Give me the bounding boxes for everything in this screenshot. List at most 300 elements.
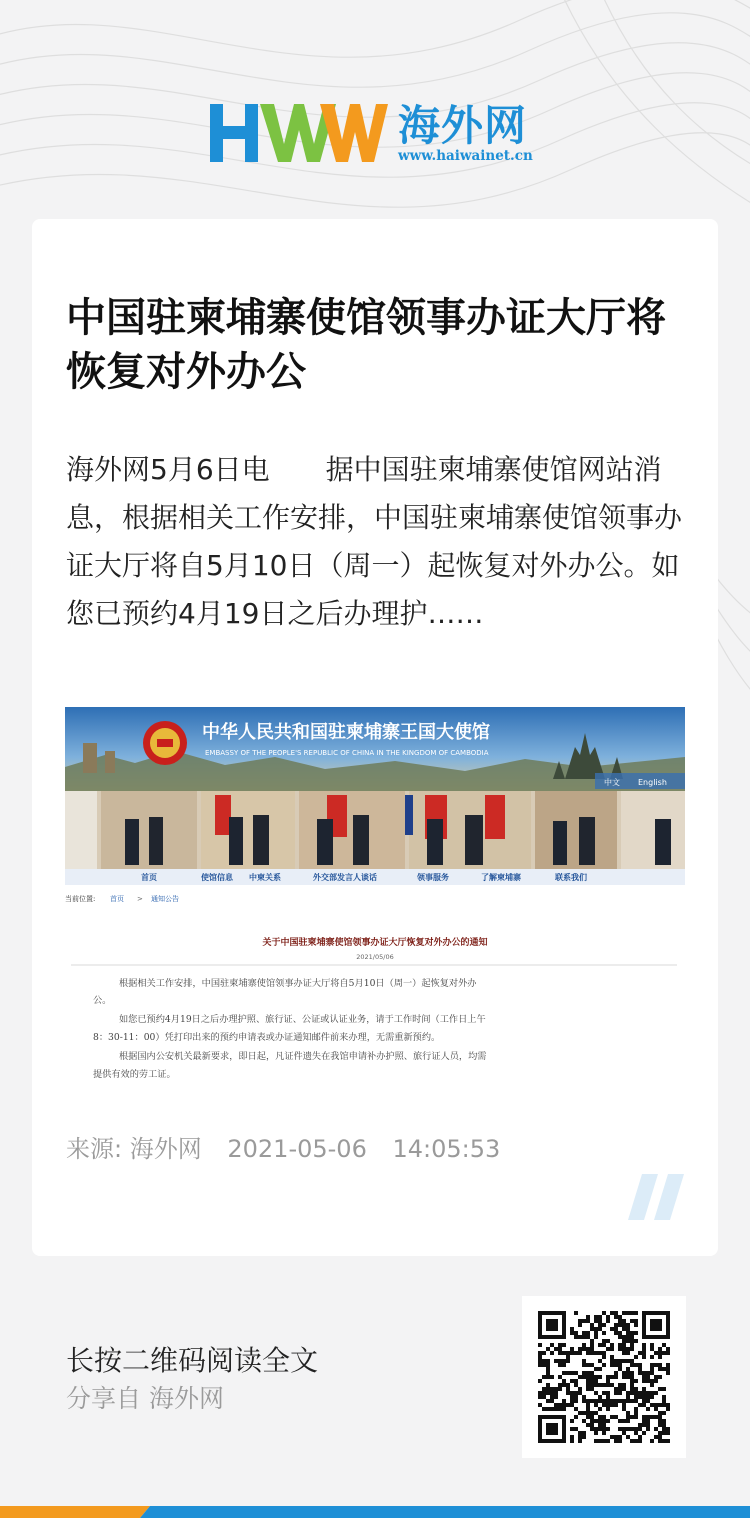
qr-module xyxy=(590,1347,594,1351)
qr-module xyxy=(546,1383,550,1387)
qr-module xyxy=(622,1427,626,1431)
qr-module xyxy=(538,1363,542,1367)
qr-module xyxy=(638,1423,642,1427)
qr-module xyxy=(654,1415,658,1419)
qr-module xyxy=(630,1363,634,1367)
qr-module xyxy=(646,1407,650,1411)
breadcrumb-home: 首页 xyxy=(110,895,124,903)
qr-module xyxy=(610,1415,614,1419)
qr-module xyxy=(634,1411,638,1415)
qr-module xyxy=(642,1343,646,1347)
qr-module xyxy=(594,1367,598,1371)
qr-module xyxy=(662,1411,666,1415)
qr-module xyxy=(582,1375,586,1379)
qr-module xyxy=(550,1375,554,1379)
qr-module xyxy=(614,1327,618,1331)
qr-module xyxy=(634,1363,638,1367)
qr-module xyxy=(622,1343,626,1347)
qr-module xyxy=(626,1435,630,1439)
qr-module xyxy=(622,1339,626,1343)
qr-module xyxy=(570,1427,574,1431)
qr-module xyxy=(658,1355,662,1359)
qr-module xyxy=(618,1391,622,1395)
qr-module xyxy=(642,1403,646,1407)
qr-module xyxy=(622,1335,626,1339)
qr-module xyxy=(626,1331,630,1335)
qr-module xyxy=(618,1347,622,1351)
qr-module xyxy=(574,1415,578,1419)
notice-paragraph-1b: 公。 xyxy=(93,995,112,1006)
qr-module xyxy=(654,1391,658,1395)
qr-module xyxy=(594,1431,598,1435)
qr-module xyxy=(638,1403,642,1407)
qr-module xyxy=(618,1435,622,1439)
qr-module xyxy=(550,1395,554,1399)
qr-module xyxy=(662,1419,666,1423)
qr-module xyxy=(538,1391,542,1395)
qr-module xyxy=(574,1335,578,1339)
qr-module xyxy=(622,1387,626,1391)
qr-module xyxy=(562,1343,566,1347)
article-summary: 海外网5月6日电 据中国驻柬埔寨使馆网站消息，根据相关工作安排，中国驻柬埔寨使馆领事办证大厅将自5月10日（周一）起恢复对外办公。如您已预约4月19日之后办理护…… xyxy=(66,453,683,630)
qr-module xyxy=(578,1435,582,1439)
qr-module xyxy=(586,1315,590,1319)
qr-module xyxy=(626,1395,630,1399)
qr-module xyxy=(666,1371,670,1375)
qr-module xyxy=(578,1387,582,1391)
qr-module xyxy=(654,1407,658,1411)
qr-module xyxy=(618,1319,622,1323)
qr-module xyxy=(602,1383,606,1387)
qr-module xyxy=(610,1435,614,1439)
qr-module xyxy=(574,1311,578,1315)
qr-module xyxy=(662,1431,666,1435)
qr-module xyxy=(570,1351,574,1355)
qr-module xyxy=(658,1347,662,1351)
qr-module xyxy=(618,1427,622,1431)
qr-module xyxy=(598,1415,602,1419)
qr-module xyxy=(538,1379,542,1383)
qr-module xyxy=(546,1375,550,1379)
qr-module xyxy=(578,1391,582,1395)
qr-module xyxy=(666,1427,670,1431)
qr-module xyxy=(594,1327,598,1331)
qr-module xyxy=(562,1383,566,1387)
qr-module xyxy=(542,1387,546,1391)
qr-module xyxy=(546,1407,550,1411)
qr-module xyxy=(650,1371,654,1375)
qr-module xyxy=(638,1439,642,1443)
qr-module xyxy=(586,1363,590,1367)
qr-module xyxy=(606,1339,610,1343)
publish-date: 2021-05-06 xyxy=(227,1135,367,1163)
article-screenshot[interactable] xyxy=(65,707,685,1097)
qr-module xyxy=(562,1371,566,1375)
qr-module xyxy=(586,1415,590,1419)
qr-module xyxy=(586,1423,590,1427)
qr-module xyxy=(622,1399,626,1403)
qr-module xyxy=(598,1427,602,1431)
notice-paragraph-3a: 根据国内公安机关最新要求，即日起，凡证件遗失在我馆申请补办护照、旅行证人员，均需 xyxy=(119,1051,487,1062)
qr-module xyxy=(630,1339,634,1343)
qr-module xyxy=(554,1391,558,1395)
qr-module xyxy=(590,1419,594,1423)
qr-module xyxy=(626,1367,630,1371)
qr-module xyxy=(658,1387,662,1391)
qr-module xyxy=(630,1391,634,1395)
qr-module xyxy=(630,1375,634,1379)
breadcrumb-current: 通知公告 xyxy=(151,895,179,903)
photo-strip xyxy=(65,791,685,869)
qr-module xyxy=(634,1395,638,1399)
qr-module xyxy=(650,1367,654,1371)
qr-module xyxy=(578,1323,582,1327)
qr-module xyxy=(626,1323,630,1327)
qr-code[interactable] xyxy=(522,1296,686,1458)
qr-module xyxy=(550,1399,554,1403)
qr-module xyxy=(622,1351,626,1355)
qr-module xyxy=(614,1391,618,1395)
qr-module xyxy=(622,1327,626,1331)
qr-module xyxy=(650,1383,654,1387)
qr-module xyxy=(634,1427,638,1431)
qr-module xyxy=(598,1383,602,1387)
qr-module xyxy=(630,1331,634,1335)
qr-module xyxy=(602,1343,606,1347)
qr-module xyxy=(638,1427,642,1431)
qr-module xyxy=(658,1435,662,1439)
qr-module xyxy=(642,1347,646,1351)
qr-module xyxy=(606,1407,610,1411)
qr-finder-pattern xyxy=(546,1319,558,1331)
qr-module xyxy=(586,1379,590,1383)
qr-module xyxy=(626,1347,630,1351)
qr-module xyxy=(570,1347,574,1351)
qr-module xyxy=(598,1327,602,1331)
qr-module xyxy=(594,1403,598,1407)
qr-module xyxy=(642,1415,646,1419)
qr-module xyxy=(654,1375,658,1379)
qr-module xyxy=(590,1411,594,1415)
qr-module xyxy=(626,1371,630,1375)
qr-module xyxy=(558,1375,562,1379)
qr-module xyxy=(546,1387,550,1391)
qr-module xyxy=(594,1331,598,1335)
qr-module xyxy=(630,1387,634,1391)
qr-module xyxy=(658,1403,662,1407)
qr-module xyxy=(578,1347,582,1351)
qr-module xyxy=(606,1319,610,1323)
qr-module xyxy=(622,1359,626,1363)
qr-module xyxy=(638,1351,642,1355)
qr-module xyxy=(554,1387,558,1391)
qr-module xyxy=(622,1371,626,1375)
qr-module xyxy=(662,1399,666,1403)
qr-module xyxy=(626,1327,630,1331)
qr-module xyxy=(658,1363,662,1367)
qr-module xyxy=(610,1343,614,1347)
qr-module xyxy=(546,1359,550,1363)
qr-module xyxy=(634,1311,638,1315)
qr-module xyxy=(570,1403,574,1407)
qr-module xyxy=(602,1431,606,1435)
qr-module xyxy=(586,1411,590,1415)
qr-module xyxy=(582,1419,586,1423)
qr-module xyxy=(582,1319,586,1323)
qr-module xyxy=(570,1435,574,1439)
article-title: 中国驻柬埔寨使馆领事办证大厅将恢复对外办公 xyxy=(66,294,666,395)
qr-module xyxy=(630,1319,634,1323)
qr-module xyxy=(658,1375,662,1379)
qr-module xyxy=(622,1311,626,1315)
qr-module xyxy=(574,1331,578,1335)
qr-module xyxy=(650,1363,654,1367)
qr-module xyxy=(586,1403,590,1407)
qr-module xyxy=(638,1391,642,1395)
qr-module xyxy=(546,1371,550,1375)
qr-module xyxy=(626,1335,630,1339)
qr-module xyxy=(582,1399,586,1403)
qr-module xyxy=(586,1351,590,1355)
qr-module xyxy=(642,1395,646,1399)
qr-module xyxy=(590,1371,594,1375)
qr-module xyxy=(618,1399,622,1403)
notice-date: 2021/05/06 xyxy=(356,953,394,961)
logo-name: 海外网 xyxy=(398,101,528,150)
qr-module xyxy=(614,1403,618,1407)
site-logo[interactable] xyxy=(208,100,548,166)
qr-module xyxy=(662,1403,666,1407)
qr-module xyxy=(650,1403,654,1407)
breadcrumb-label: 当前位置: xyxy=(65,895,96,903)
qr-module xyxy=(598,1343,602,1347)
qr-module xyxy=(570,1331,574,1335)
qr-module xyxy=(602,1351,606,1355)
qr-module xyxy=(582,1335,586,1339)
qr-module xyxy=(658,1351,662,1355)
notice-paragraph-2b: 8：30-11：00）凭打印出来的预约申请表或办证通知邮件前来办理，无需重新预约。 xyxy=(93,1032,441,1043)
qr-module xyxy=(618,1359,622,1363)
qr-module xyxy=(594,1315,598,1319)
qr-module xyxy=(658,1415,662,1419)
qr-module xyxy=(538,1403,542,1407)
qr-module xyxy=(558,1387,562,1391)
banner-subtitle: EMBASSY OF THE PEOPLE'S REPUBLIC OF CHINA IN THE KINGDOM OF CAMBODIA xyxy=(205,749,489,757)
qr-module xyxy=(658,1431,662,1435)
qr-module xyxy=(542,1375,546,1379)
qr-module xyxy=(662,1351,666,1355)
qr-module xyxy=(618,1323,622,1327)
qr-module xyxy=(582,1363,586,1367)
qr-module xyxy=(582,1343,586,1347)
qr-module xyxy=(558,1403,562,1407)
qr-module xyxy=(598,1439,602,1443)
qr-module xyxy=(662,1367,666,1371)
qr-module xyxy=(566,1355,570,1359)
qr-module xyxy=(606,1375,610,1379)
qr-module xyxy=(642,1379,646,1383)
qr-module xyxy=(546,1347,550,1351)
qr-module xyxy=(626,1339,630,1343)
qr-module xyxy=(538,1395,542,1399)
qr-module xyxy=(574,1351,578,1355)
bottom-color-bar xyxy=(0,1506,750,1518)
qr-module xyxy=(590,1415,594,1419)
qr-module xyxy=(662,1427,666,1431)
qr-module xyxy=(602,1363,606,1367)
qr-module xyxy=(630,1347,634,1351)
qr-module xyxy=(558,1407,562,1411)
qr-module xyxy=(646,1423,650,1427)
qr-module xyxy=(542,1363,546,1367)
banner-title: 中华人民共和国驻柬埔寨王国大使馆 xyxy=(202,722,490,743)
qr-module xyxy=(602,1427,606,1431)
qr-module xyxy=(546,1399,550,1403)
publish-time: 14:05:53 xyxy=(392,1135,501,1163)
qr-module xyxy=(578,1319,582,1323)
qr-module xyxy=(582,1359,586,1363)
qr-module xyxy=(642,1371,646,1375)
qr-module xyxy=(638,1395,642,1399)
qr-module xyxy=(650,1415,654,1419)
qr-module xyxy=(590,1399,594,1403)
qr-module xyxy=(646,1395,650,1399)
qr-module xyxy=(546,1367,550,1371)
qr-module xyxy=(590,1379,594,1383)
qr-module xyxy=(542,1351,546,1355)
qr-module xyxy=(550,1387,554,1391)
qr-module xyxy=(578,1439,582,1443)
qr-module xyxy=(598,1367,602,1371)
qr-module xyxy=(666,1363,670,1367)
qr-module xyxy=(598,1399,602,1403)
qr-module xyxy=(610,1327,614,1331)
qr-module xyxy=(654,1435,658,1439)
qr-module xyxy=(586,1331,590,1335)
qr-module xyxy=(594,1419,598,1423)
qr-module xyxy=(582,1411,586,1415)
qr-module xyxy=(558,1383,562,1387)
qr-module xyxy=(658,1419,662,1423)
qr-module xyxy=(590,1387,594,1391)
qr-module xyxy=(594,1411,598,1415)
qr-module xyxy=(662,1423,666,1427)
qr-module xyxy=(546,1391,550,1395)
qr-module xyxy=(574,1407,578,1411)
qr-module xyxy=(634,1415,638,1419)
qr-module xyxy=(554,1407,558,1411)
qr-module xyxy=(630,1383,634,1387)
qr-module xyxy=(594,1351,598,1355)
qr-module xyxy=(654,1351,658,1355)
qr-module xyxy=(602,1391,606,1395)
qr-module xyxy=(606,1427,610,1431)
lang-link-en: English xyxy=(638,778,667,787)
nav-item-relations: 中柬关系 xyxy=(249,873,281,882)
qr-module xyxy=(626,1399,630,1403)
qr-module xyxy=(566,1387,570,1391)
qr-module xyxy=(586,1347,590,1351)
qr-module xyxy=(634,1355,638,1359)
qr-module xyxy=(594,1383,598,1387)
qr-module xyxy=(602,1355,606,1359)
qr-module xyxy=(562,1399,566,1403)
qr-module xyxy=(610,1403,614,1407)
qr-module xyxy=(582,1431,586,1435)
qr-module xyxy=(562,1379,566,1383)
qr-module xyxy=(614,1323,618,1327)
qr-module xyxy=(590,1351,594,1355)
qr-module xyxy=(606,1383,610,1387)
qr-module xyxy=(634,1439,638,1443)
qr-module xyxy=(634,1431,638,1435)
qr-module xyxy=(594,1319,598,1323)
qr-module xyxy=(614,1375,618,1379)
qr-module xyxy=(602,1331,606,1335)
qr-module xyxy=(586,1371,590,1375)
qr-module xyxy=(610,1383,614,1387)
qr-module xyxy=(662,1343,666,1347)
qr-module xyxy=(622,1319,626,1323)
qr-module xyxy=(618,1367,622,1371)
qr-module xyxy=(610,1363,614,1367)
qr-module xyxy=(654,1427,658,1431)
qr-module xyxy=(554,1359,558,1363)
qr-module xyxy=(646,1419,650,1423)
qr-module xyxy=(634,1407,638,1411)
qr-module xyxy=(598,1423,602,1427)
qr-module xyxy=(642,1387,646,1391)
qr-module xyxy=(598,1419,602,1423)
qr-module xyxy=(638,1363,642,1367)
qr-module xyxy=(634,1331,638,1335)
qr-module xyxy=(622,1431,626,1435)
qr-module xyxy=(646,1391,650,1395)
article-card xyxy=(32,219,718,1256)
qr-module xyxy=(562,1407,566,1411)
qr-module xyxy=(598,1351,602,1355)
qr-module xyxy=(634,1379,638,1383)
qr-module xyxy=(638,1435,642,1439)
qr-module xyxy=(602,1311,606,1315)
notice-paragraph-1a: 根据相关工作安排，中国驻柬埔寨使馆领事办证大厅将自5月10日（周一）起恢复对外办 xyxy=(119,978,477,989)
notice-paragraph-2a: 如您已预约4月19日之后办理护照、旅行证、公证或认证业务，请于工作时间（工作日上午 xyxy=(119,1014,486,1025)
qr-module xyxy=(570,1327,574,1331)
qr-module xyxy=(582,1435,586,1439)
qr-module xyxy=(574,1395,578,1399)
qr-module xyxy=(562,1363,566,1367)
qr-module xyxy=(610,1311,614,1315)
qr-module xyxy=(574,1399,578,1403)
qr-module xyxy=(634,1323,638,1327)
qr-module xyxy=(562,1359,566,1363)
qr-module xyxy=(566,1359,570,1363)
qr-module xyxy=(614,1415,618,1419)
breadcrumb-separator: > xyxy=(137,895,143,903)
qr-module xyxy=(610,1375,614,1379)
qr-module xyxy=(626,1415,630,1419)
qr-module xyxy=(602,1439,606,1443)
qr-module xyxy=(566,1371,570,1375)
qr-module xyxy=(630,1379,634,1383)
qr-module xyxy=(610,1359,614,1363)
qr-module xyxy=(542,1391,546,1395)
qr-module xyxy=(586,1399,590,1403)
qr-module xyxy=(598,1375,602,1379)
qr-module xyxy=(578,1335,582,1339)
qr-module xyxy=(614,1439,618,1443)
qr-module xyxy=(594,1399,598,1403)
